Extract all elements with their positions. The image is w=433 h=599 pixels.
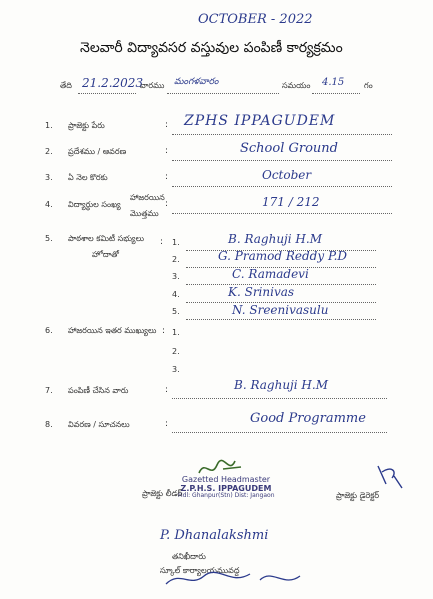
others-item-number: 3. bbox=[172, 365, 180, 374]
location-line bbox=[172, 160, 392, 161]
committee-item-number: 5. bbox=[172, 307, 180, 316]
project-name-line bbox=[172, 134, 392, 135]
row-number: 4. bbox=[45, 200, 53, 209]
students-label: విద్యార్థుల సంఖ్య bbox=[68, 200, 121, 209]
distributor-value: B. Raghuji H.M bbox=[234, 378, 328, 392]
stamp-line-1: Gazetted Headmaster bbox=[181, 475, 271, 484]
month-label: ఏ నెల కొరకు bbox=[68, 173, 108, 182]
row-number: 3. bbox=[45, 173, 53, 182]
date-value: 21.2.2023 bbox=[82, 76, 144, 90]
inspector-signature bbox=[160, 562, 320, 592]
remarks-line bbox=[172, 432, 387, 433]
project-name-label: ప్రాజెక్టు పేరు bbox=[68, 121, 105, 130]
month-value: October bbox=[262, 168, 312, 182]
committee-member-4: K. Srinivas bbox=[228, 285, 295, 299]
committee-item-number: 3. bbox=[172, 272, 180, 281]
date-label: తేది bbox=[60, 81, 72, 90]
project-director-label: ప్రాజెక్టు డైరెక్టర్ bbox=[336, 491, 380, 500]
day-value: మంగళవారం bbox=[174, 77, 219, 87]
month-line bbox=[172, 186, 392, 187]
row-number: 7. bbox=[45, 386, 53, 395]
project-leader-label: ప్రాజెక్టు లీడర్ bbox=[142, 489, 183, 498]
committee-line bbox=[186, 319, 376, 320]
month-handwritten: OCTOBER - 2022 bbox=[198, 12, 313, 27]
committee-member-5: N. Sreenivasulu bbox=[232, 303, 329, 317]
total-label: మొత్తము bbox=[130, 209, 159, 218]
day-label: వారము bbox=[140, 81, 165, 90]
time-label: సమయం bbox=[282, 81, 311, 90]
location-label: ప్రదేశము / ఆవరణ bbox=[68, 147, 127, 156]
stamp-line-3: Mdl: Ghanpur(Stn) Dist: Jangaon bbox=[177, 492, 275, 500]
time-value: 4.15 bbox=[322, 77, 345, 88]
school-stamp bbox=[166, 475, 286, 500]
committee-member-2: G. Pramod Reddy P.D bbox=[218, 249, 348, 263]
row-number: 5. bbox=[45, 234, 53, 243]
committee-member-1: B. Raghuji H.M bbox=[228, 232, 322, 246]
others-item-number: 2. bbox=[172, 347, 180, 356]
inspector-name: P. Dhanalakshmi bbox=[160, 528, 269, 543]
time-suffix: గం bbox=[364, 81, 373, 90]
distributor-label: పంపిణీ చేసిన వారు bbox=[68, 386, 129, 395]
committee-label: పాఠశాల కమిటీ సభ్యులు bbox=[68, 234, 145, 243]
director-signature bbox=[372, 462, 406, 492]
inspector-office: స్కూల్ కార్యాలయమువద్ద bbox=[160, 566, 240, 575]
stamp-line-2: Z.P.H.S. IPPAGUDEM bbox=[180, 484, 272, 494]
committee-item-number: 1. bbox=[172, 238, 180, 247]
students-line bbox=[172, 213, 392, 214]
committee-item-number: 4. bbox=[172, 290, 180, 299]
remarks-value: Good Programme bbox=[250, 411, 366, 426]
date-line bbox=[78, 93, 136, 94]
present-label: హాజరయిన bbox=[130, 193, 165, 202]
form-title: నెలవారీ విద్యావసర వస్తువుల పంపిణీ కార్యక్రమం bbox=[80, 40, 343, 56]
project-name-value: ZPHS IPPAGUDEM bbox=[184, 113, 336, 129]
committee-item-number: 2. bbox=[172, 255, 180, 264]
location-value: School Ground bbox=[240, 141, 338, 156]
committee-sublabel: హోదాతో bbox=[92, 250, 119, 259]
row-number: 8. bbox=[45, 420, 53, 429]
other-dignitaries-label: హాజరయిన ఇతర ముఖ్యులు bbox=[68, 326, 157, 335]
distributor-line bbox=[172, 398, 387, 399]
row-number: 1. bbox=[45, 121, 53, 130]
remarks-label: వివరణ / సూచనలు bbox=[68, 420, 130, 429]
students-value: 171 / 212 bbox=[262, 195, 320, 209]
row-number: 2. bbox=[45, 147, 53, 156]
row-number: 6. bbox=[45, 326, 53, 335]
others-item-number: 1. bbox=[172, 328, 180, 337]
committee-member-3: C. Ramadevi bbox=[232, 267, 309, 281]
inspector-role: తనిఖీదారు bbox=[172, 552, 206, 561]
day-line bbox=[167, 93, 279, 94]
time-line bbox=[312, 93, 360, 94]
